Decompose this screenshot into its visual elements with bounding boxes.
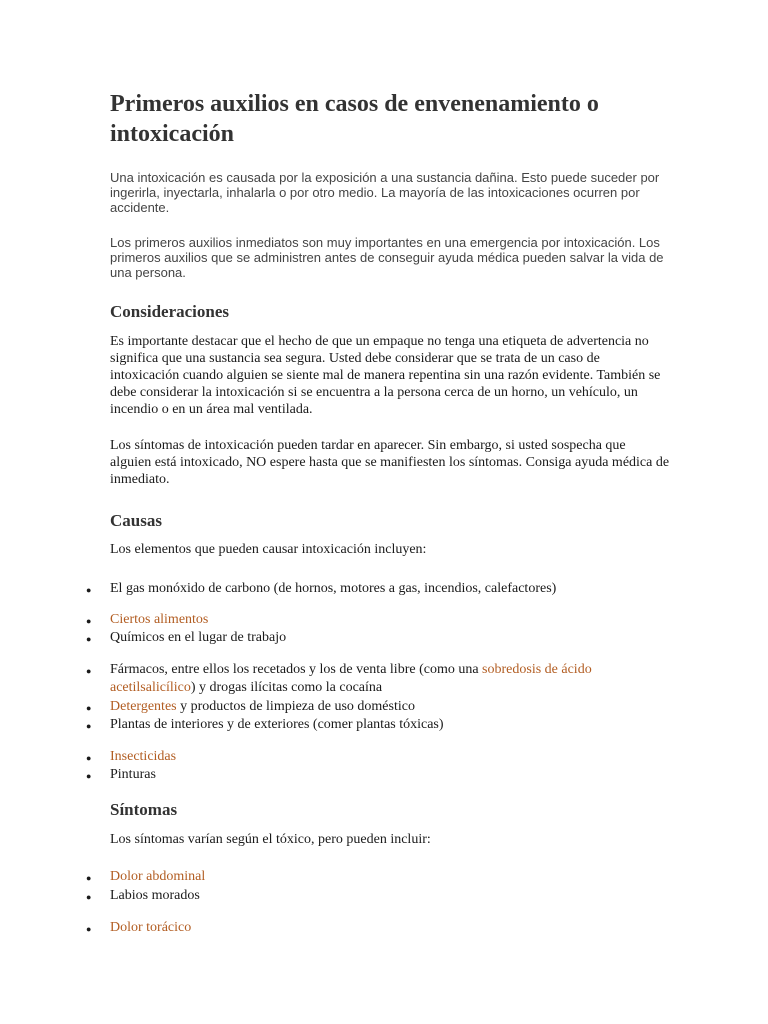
causas-intro: Los elementos que pueden causar intoxicación incluyen: [110, 542, 427, 557]
list-item [110, 748, 670, 766]
causas-heading: Causas [110, 511, 162, 530]
list-item-text: y productos de limpieza de uso doméstico [176, 699, 415, 714]
bullet: ● [86, 585, 92, 595]
page-title: Primeros auxilios en casos de envenenamiento o intoxicación [110, 91, 599, 147]
link-dolor-toracico[interactable]: Dolor torácico [110, 920, 192, 935]
list-item-text: Labios morados [110, 888, 200, 903]
bullet: ● [86, 666, 92, 676]
bullet: ● [86, 873, 92, 883]
link-sobredosis-acido-acetilsalicilico[interactable]: sobredosis de ácido acetilsalicílico [110, 662, 592, 695]
bullet: ● [86, 721, 92, 731]
bullet: ● [86, 703, 92, 713]
list-item [110, 698, 670, 716]
list-item [110, 580, 670, 598]
list-item-text: El gas monóxido de carbono (de hornos, motores a gas, incendios, calefactores) [110, 581, 557, 596]
list-item [110, 629, 670, 647]
consideraciones-paragraph-1: Es importante destacar que el hecho de que un empaque no tenga una etiqueta de advertencia no significa que una sustancia sea segura. Usted debe considerar que se trata de un caso de intoxicación cuando alguien se siente mal de manera repentina sin una razón evidente. También se debe considerar la intoxicación si se encuentra a la persona cerca de un horno, un vehículo, un incendio o en un área mal ventilada. [110, 334, 661, 417]
link-insecticidas[interactable]: Insecticidas [110, 749, 177, 764]
list-item [110, 868, 670, 886]
bullet: ● [86, 634, 92, 644]
link-ciertos-alimentos[interactable]: Ciertos alimentos [110, 612, 209, 627]
list-item [110, 919, 670, 937]
link-dolor-abdominal[interactable]: Dolor abdominal [110, 869, 206, 884]
list-item [110, 887, 670, 905]
list-item [110, 661, 670, 697]
consideraciones-paragraph-2: Los síntomas de intoxicación pueden tardar en aparecer. Sin embargo, si usted sospecha que alguien está intoxicado, NO espere hasta que se manifiesten los síntomas. Consiga ayuda médica de inmediato. [110, 438, 670, 487]
list-item [110, 611, 670, 629]
sintomas-heading: Síntomas [110, 800, 178, 819]
bullet: ● [86, 924, 92, 934]
intro-paragraph-2: Los primeros auxilios inmediatos son muy importantes en una emergencia por intoxicación. Los primeros auxilios que se administren antes de conseguir ayuda médica pueden salvar la vida de una persona. [110, 235, 664, 280]
consideraciones-heading: Consideraciones [110, 302, 229, 321]
bullet: ● [86, 771, 92, 781]
list-item-text: Pinturas [110, 767, 156, 782]
list-item [110, 766, 670, 784]
link-detergentes[interactable]: Detergentes [110, 699, 177, 714]
bullet: ● [86, 892, 92, 902]
sintomas-intro: Los síntomas varían según el tóxico, pero pueden incluir: [110, 832, 431, 847]
bullet: ● [86, 616, 92, 626]
list-item-text: Plantas de interiores y de exteriores (comer plantas tóxicas) [110, 717, 444, 732]
intro-paragraph-1: Una intoxicación es causada por la exposición a una sustancia dañina. Esto puede suceder por ingerirla, inyectarla, inhalarla o por otro medio. La mayoría de las intoxicaciones ocurren por accidente. [110, 170, 660, 215]
list-item-text: Químicos en el lugar de trabajo [110, 630, 287, 645]
list-item-text: ) y drogas ilícitas como la cocaína [190, 680, 383, 695]
list-item [110, 716, 670, 734]
bullet: ● [86, 753, 92, 763]
list-item-text: Fármacos, entre ellos los recetados y los de venta libre (como una [110, 662, 483, 677]
